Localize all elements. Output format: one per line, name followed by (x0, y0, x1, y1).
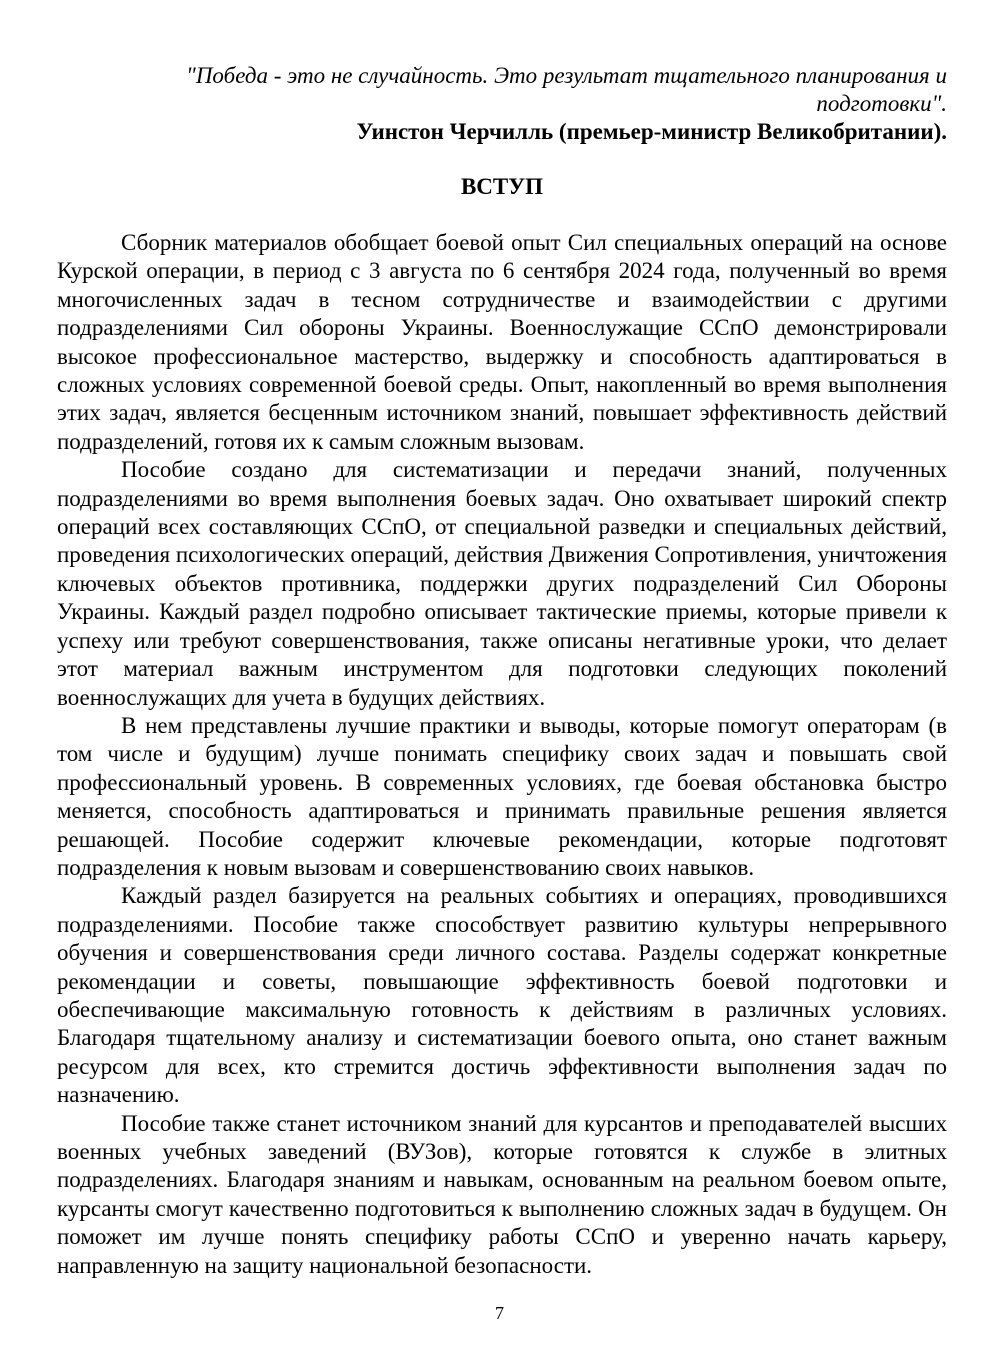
paragraph: Каждый раздел базируется на реальных событиях и операциях, проводившихся подразделениями. Пособие также способствует развитию культуры непрерывного обучения и совершенствования среди личного состава. Разделы содержат конкретные рекомендации и советы, повышающие эффективность боевой подготовки и обеспечивающие максимальную готовность к действиям в различных условиях. Благодаря тщательному анализу и систематизации боевого опыта, оно станет важным ресурсом для всех, кто стремится достичь эффективности выполнения задач по назначению. (57, 883, 947, 1108)
document-page (57, 62, 947, 1280)
paragraph: Пособие также станет источником знаний для курсантов и преподавателей высших военных учебных заведений (ВУЗов), которые готовятся к службе в элитных подразделениях. Благодаря знаниям и навыкам, основанным на реальном боевом опыте, курсанты смогут качественно подготовиться к выполнению сложных задач в будущем. Он поможет им лучше понять специфику работы ССпО и уверенно начать карьеру, направленную на защиту национальной безопасности. (57, 1110, 947, 1278)
body-text (57, 229, 947, 1280)
paragraph: В нем представлены лучшие практики и выводы, которые помогут операторам (в том числе и будущим) лучше понимать специфику своих задач и повышать свой профессиональный уровень. В современных условиях, где боевая обстановка быстро меняется, способность адаптироваться и принимать правильные решения является решающей. Пособие содержит ключевые рекомендации, которые подготовят подразделения к новым вызовам и совершенствованию своих навыков. (57, 712, 947, 880)
section-heading: ВСТУП (460, 174, 544, 199)
paragraph: Сборник материалов обобщает боевой опыт Сил специальных операций на основе Курской операции, в период с 3 августа по 6 сентября 2024 года, полученный во время многочисленных задач в тесном сотрудничестве и взаимодействии с другими подразделениями Сил обороны Украины. Военнослужащие ССпО демонстрировали высокое профессиональное мастерство, выдержку и способность адаптироваться в сложных условиях современной боевой среды. Опыт, накопленный во время выполнения этих задач, является бесценным источником знаний, повышает эффективность действий подразделений, готовя их к самым сложным вызовам. (57, 230, 947, 454)
page-number: 7 (495, 1303, 504, 1323)
epigraph-author: Уинстон Черчилль (премьер-министр Великобритании). (356, 119, 947, 144)
epigraph-quote: "Победа - это не случайность. Это результат тщательного планирования и подготовки". (186, 63, 947, 116)
paragraph: Пособие создано для систематизации и передачи знаний, полученных подразделениями во время выполнения боевых задач. Оно охватывает широкий спектр операций всех составляющих ССпО, от специальной разведки и специальных действий, проведения психологических операций, действия Движения Сопротивления, уничтожения ключевых объектов противника, поддержки других подразделений Сил Обороны Украины. Каждый раздел подробно описывает тактические приемы, которые привели к успеху или требуют совершенствования, также описаны негативные уроки, что делает этот материал важным инструментом для подготовки следующих поколений военнослужащих для учета в будущих действиях. (57, 457, 947, 710)
